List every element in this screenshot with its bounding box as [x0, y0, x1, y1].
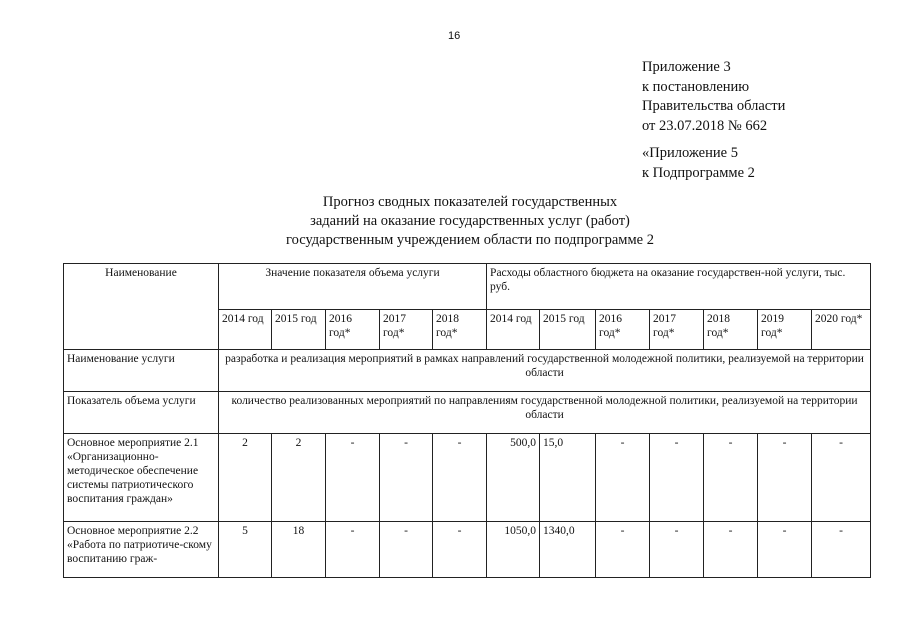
sub-appendix-line: «Приложение 5	[642, 145, 738, 161]
volume-value-cell: 2	[272, 434, 326, 522]
volume-value-cell: 18	[272, 522, 326, 578]
sub-appendix-block	[642, 144, 755, 183]
volume-year-cell: 2014 год	[219, 310, 272, 350]
appendix-block	[642, 58, 785, 136]
header-volume-cell: Значение показателя объема услуги	[219, 264, 487, 310]
appendix-line: Правительства области	[642, 98, 786, 114]
volume-value-cell: -	[433, 522, 487, 578]
row-label-cell: Основное мероприятие 2.2 «Работа по патриотиче-скому воспитанию граж-	[64, 522, 219, 578]
expense-value-cell: -	[596, 522, 650, 578]
header-row-top	[64, 264, 871, 310]
title-line: Прогноз сводных показателей государственных	[322, 194, 618, 210]
service-value-cell: разработка и реализация мероприятий в рамках направлений государственной молодежной политики, реализуемой на территории области	[219, 350, 871, 392]
indicator-row	[64, 392, 871, 434]
page-number: 16	[448, 30, 461, 42]
row-label-cell: Основное мероприятие 2.1 «Организационно-методическое обеспечение системы патриотического воспитания граждан»	[64, 434, 219, 522]
indicator-value-cell: количество реализованных мероприятий по направлениям государственной молодежной политики, реализуемой на территории области	[219, 392, 871, 434]
expense-year-cell: 2014 год	[487, 310, 540, 350]
expense-value-cell: -	[812, 522, 871, 578]
volume-value-cell: -	[326, 522, 380, 578]
sub-appendix-line: к Подпрограмме 2	[642, 164, 755, 181]
expense-year-cell: 2018 год*	[704, 310, 758, 350]
expense-value-cell: 15,0	[540, 434, 596, 522]
table-row	[64, 434, 871, 522]
expense-year-cell: 2016 год*	[596, 310, 650, 350]
expense-value-cell: -	[812, 434, 871, 522]
volume-value-cell: 5	[219, 522, 272, 578]
expense-value-cell: -	[704, 522, 758, 578]
expense-value-cell: -	[758, 434, 812, 522]
header-name-cell: Наименование	[64, 264, 219, 350]
expense-year-cell: 2020 год*	[812, 310, 871, 350]
volume-value-cell: -	[380, 434, 433, 522]
table-row	[64, 522, 871, 578]
indicator-label-cell: Показатель объема услуги	[64, 392, 219, 434]
title-line: государственным учреждением области по подпрограмме 2	[286, 232, 654, 248]
expense-value-cell: -	[596, 434, 650, 522]
expense-value-cell: 1050,0	[487, 522, 540, 578]
expense-value-cell: 500,0	[487, 434, 540, 522]
document-title	[200, 193, 740, 250]
appendix-line: от 23.07.2018 № 662	[642, 117, 768, 134]
volume-year-cell: 2018 год*	[433, 310, 487, 350]
expense-year-cell: 2019 год*	[758, 310, 812, 350]
volume-value-cell: -	[326, 434, 380, 522]
forecast-table	[63, 263, 871, 578]
expense-value-cell: 1340,0	[540, 522, 596, 578]
appendix-line: к постановлению	[642, 78, 750, 95]
expense-value-cell: -	[650, 522, 704, 578]
expense-value-cell: -	[704, 434, 758, 522]
service-row	[64, 350, 871, 392]
header-expenses-cell: Расходы областного бюджета на оказание государствен-ной услуги, тыс. руб.	[487, 264, 871, 310]
expense-year-cell: 2015 год	[540, 310, 596, 350]
volume-year-cell: 2015 год	[272, 310, 326, 350]
volume-year-cell: 2017 год*	[380, 310, 433, 350]
expense-value-cell: -	[758, 522, 812, 578]
service-label-cell: Наименование услуги	[64, 350, 219, 392]
volume-year-cell: 2016 год*	[326, 310, 380, 350]
volume-value-cell: -	[433, 434, 487, 522]
expense-value-cell: -	[650, 434, 704, 522]
title-line: заданий на оказание государственных услуг (работ)	[310, 213, 630, 229]
appendix-line: Приложение 3	[642, 59, 731, 75]
volume-value-cell: 2	[219, 434, 272, 522]
volume-value-cell: -	[380, 522, 433, 578]
expense-year-cell: 2017 год*	[650, 310, 704, 350]
